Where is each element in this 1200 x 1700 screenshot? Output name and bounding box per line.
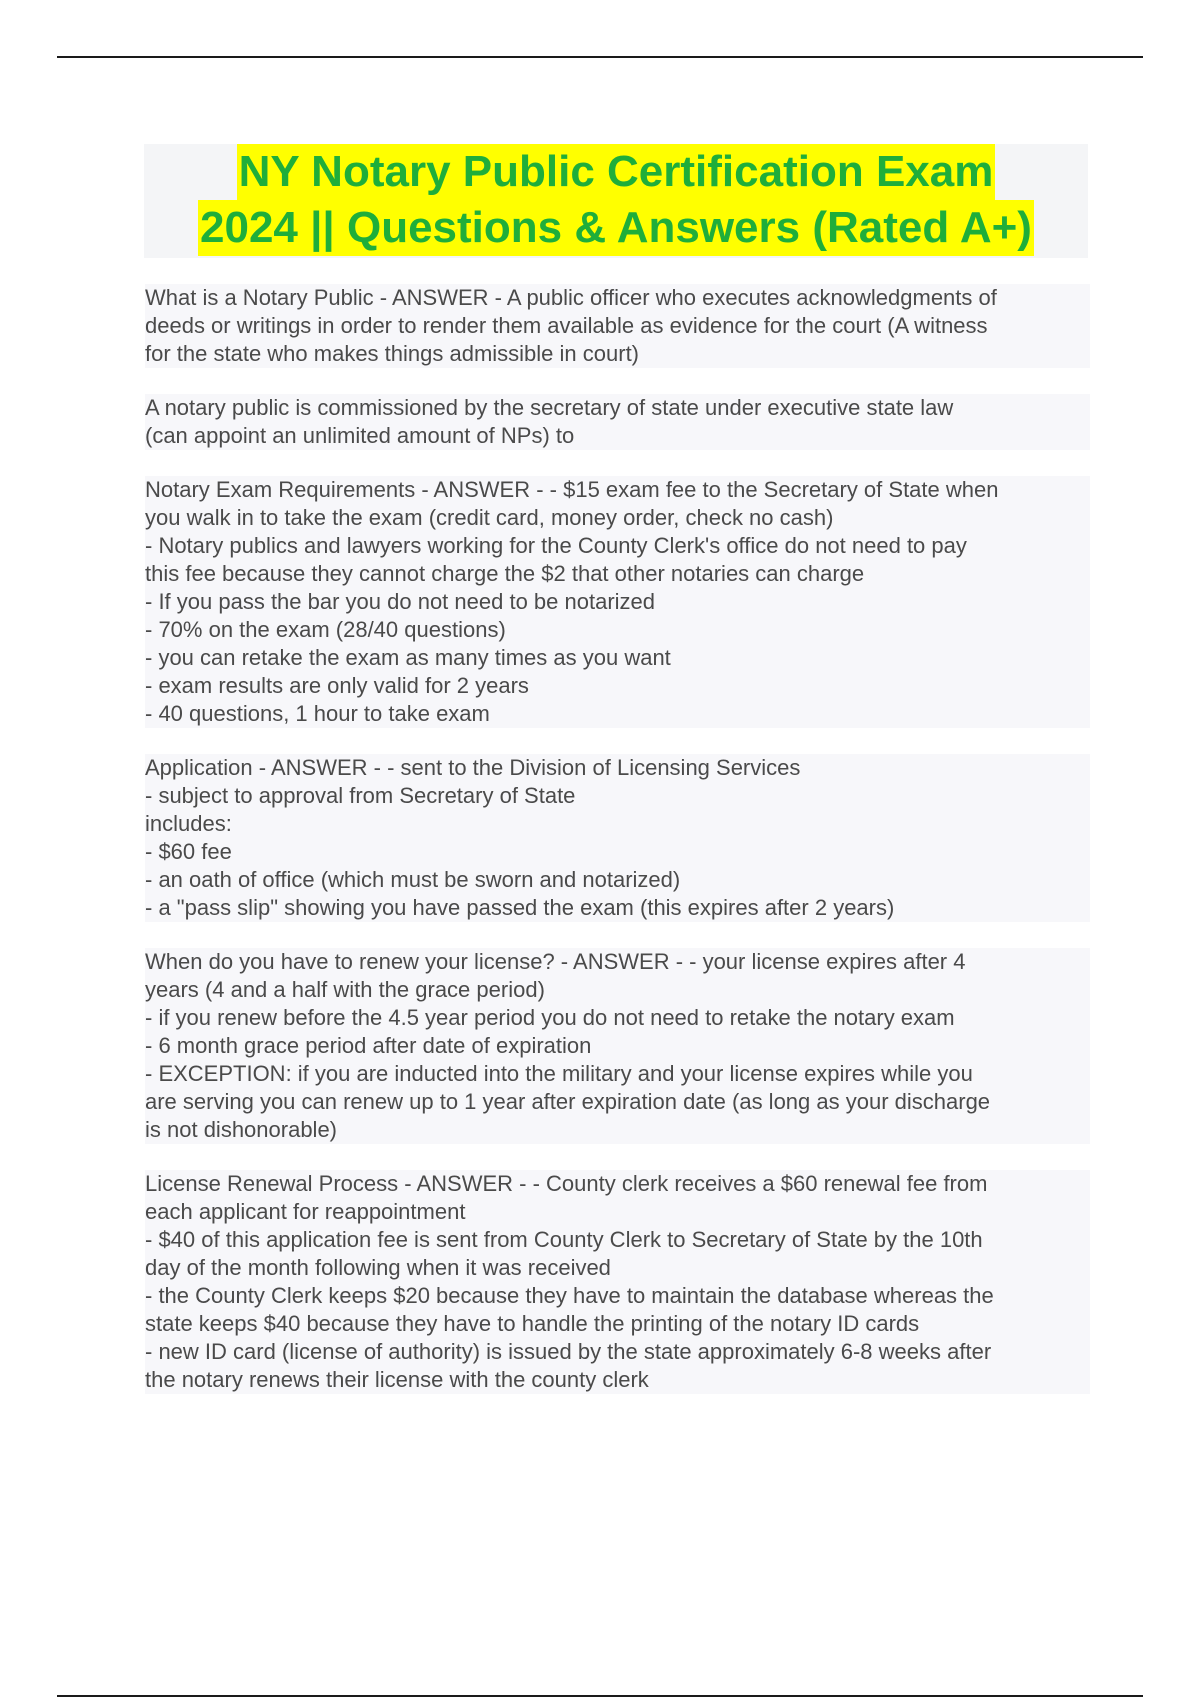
text-line: - new ID card (license of authority) is issued by the state approximately 6-8 weeks after xyxy=(145,1339,992,1364)
text-line: you walk in to take the exam (credit card, money order, check no cash) xyxy=(145,505,834,530)
text-line: (can appoint an unlimited amount of NPs) to xyxy=(145,423,575,448)
text-line: - an oath of office (which must be sworn and notarized) xyxy=(145,867,681,892)
text-line: A notary public is commissioned by the secretary of state under executive state law xyxy=(145,395,954,420)
text-line: License Renewal Process - ANSWER - - County clerk receives a $60 renewal fee from xyxy=(145,1171,988,1196)
top-rule xyxy=(57,56,1143,58)
text-line: - Notary publics and lawyers working for the County Clerk's office do not need to pay xyxy=(145,533,967,558)
qa-block-renewal-process xyxy=(145,1170,1090,1394)
text-line: - $60 fee xyxy=(145,839,232,864)
text-line: years (4 and a half with the grace period) xyxy=(145,977,545,1002)
qa-block-renewal-timing xyxy=(145,948,1090,1144)
text-line: - subject to approval from Secretary of State xyxy=(145,783,576,808)
text-line: the notary renews their license with the county clerk xyxy=(145,1367,649,1392)
text-line: - exam results are only valid for 2 years xyxy=(145,673,529,698)
text-line: includes: xyxy=(145,811,232,836)
text-line: each applicant for reappointment xyxy=(145,1199,466,1224)
title-line-2: 2024 || Questions & Answers (Rated A+) xyxy=(198,200,1034,256)
qa-block-notary-public xyxy=(145,284,1090,368)
text-line: - $40 of this application fee is sent from County Clerk to Secretary of State by the 10th xyxy=(145,1227,983,1252)
text-line: Application - ANSWER - - sent to the Division of Licensing Services xyxy=(145,755,801,780)
text-line: are serving you can renew up to 1 year after expiration date (as long as your discharge xyxy=(145,1089,991,1114)
document-title xyxy=(144,144,1088,258)
text-line: - if you renew before the 4.5 year period you do not need to retake the notary exam xyxy=(145,1005,955,1030)
title-line-1: NY Notary Public Certification Exam xyxy=(237,144,996,200)
text-line: is not dishonorable) xyxy=(145,1117,338,1142)
qa-block-application xyxy=(145,754,1090,922)
document-body xyxy=(145,284,1095,1420)
text-line: - a "pass slip" showing you have passed the exam (this expires after 2 years) xyxy=(145,895,895,920)
text-line: - EXCEPTION: if you are inducted into the military and your license expires while you xyxy=(145,1061,973,1086)
qa-block-commission xyxy=(145,394,1090,450)
text-line: deeds or writings in order to render them available as evidence for the court (A witness xyxy=(145,313,988,338)
text-line: day of the month following when it was received xyxy=(145,1255,611,1280)
text-line: - If you pass the bar you do not need to be notarized xyxy=(145,589,656,614)
bottom-rule xyxy=(57,1695,1143,1697)
text-line: this fee because they cannot charge the $2 that other notaries can charge xyxy=(145,561,865,586)
text-line: - the County Clerk keeps $20 because they have to maintain the database whereas the xyxy=(145,1283,994,1308)
text-line: state keeps $40 because they have to handle the printing of the notary ID cards xyxy=(145,1311,920,1336)
text-line: Notary Exam Requirements - ANSWER - - $15 exam fee to the Secretary of State when xyxy=(145,477,999,502)
text-line: What is a Notary Public - ANSWER - A public officer who executes acknowledgments of xyxy=(145,285,997,310)
text-line: for the state who makes things admissible in court) xyxy=(145,341,640,366)
text-line: - 70% on the exam (28/40 questions) xyxy=(145,617,506,642)
text-line: - 6 month grace period after date of expiration xyxy=(145,1033,592,1058)
text-line: - you can retake the exam as many times as you want xyxy=(145,645,671,670)
qa-block-exam-requirements xyxy=(145,476,1090,728)
text-line: When do you have to renew your license? - ANSWER - - your license expires after 4 xyxy=(145,949,966,974)
text-line: - 40 questions, 1 hour to take exam xyxy=(145,701,490,726)
